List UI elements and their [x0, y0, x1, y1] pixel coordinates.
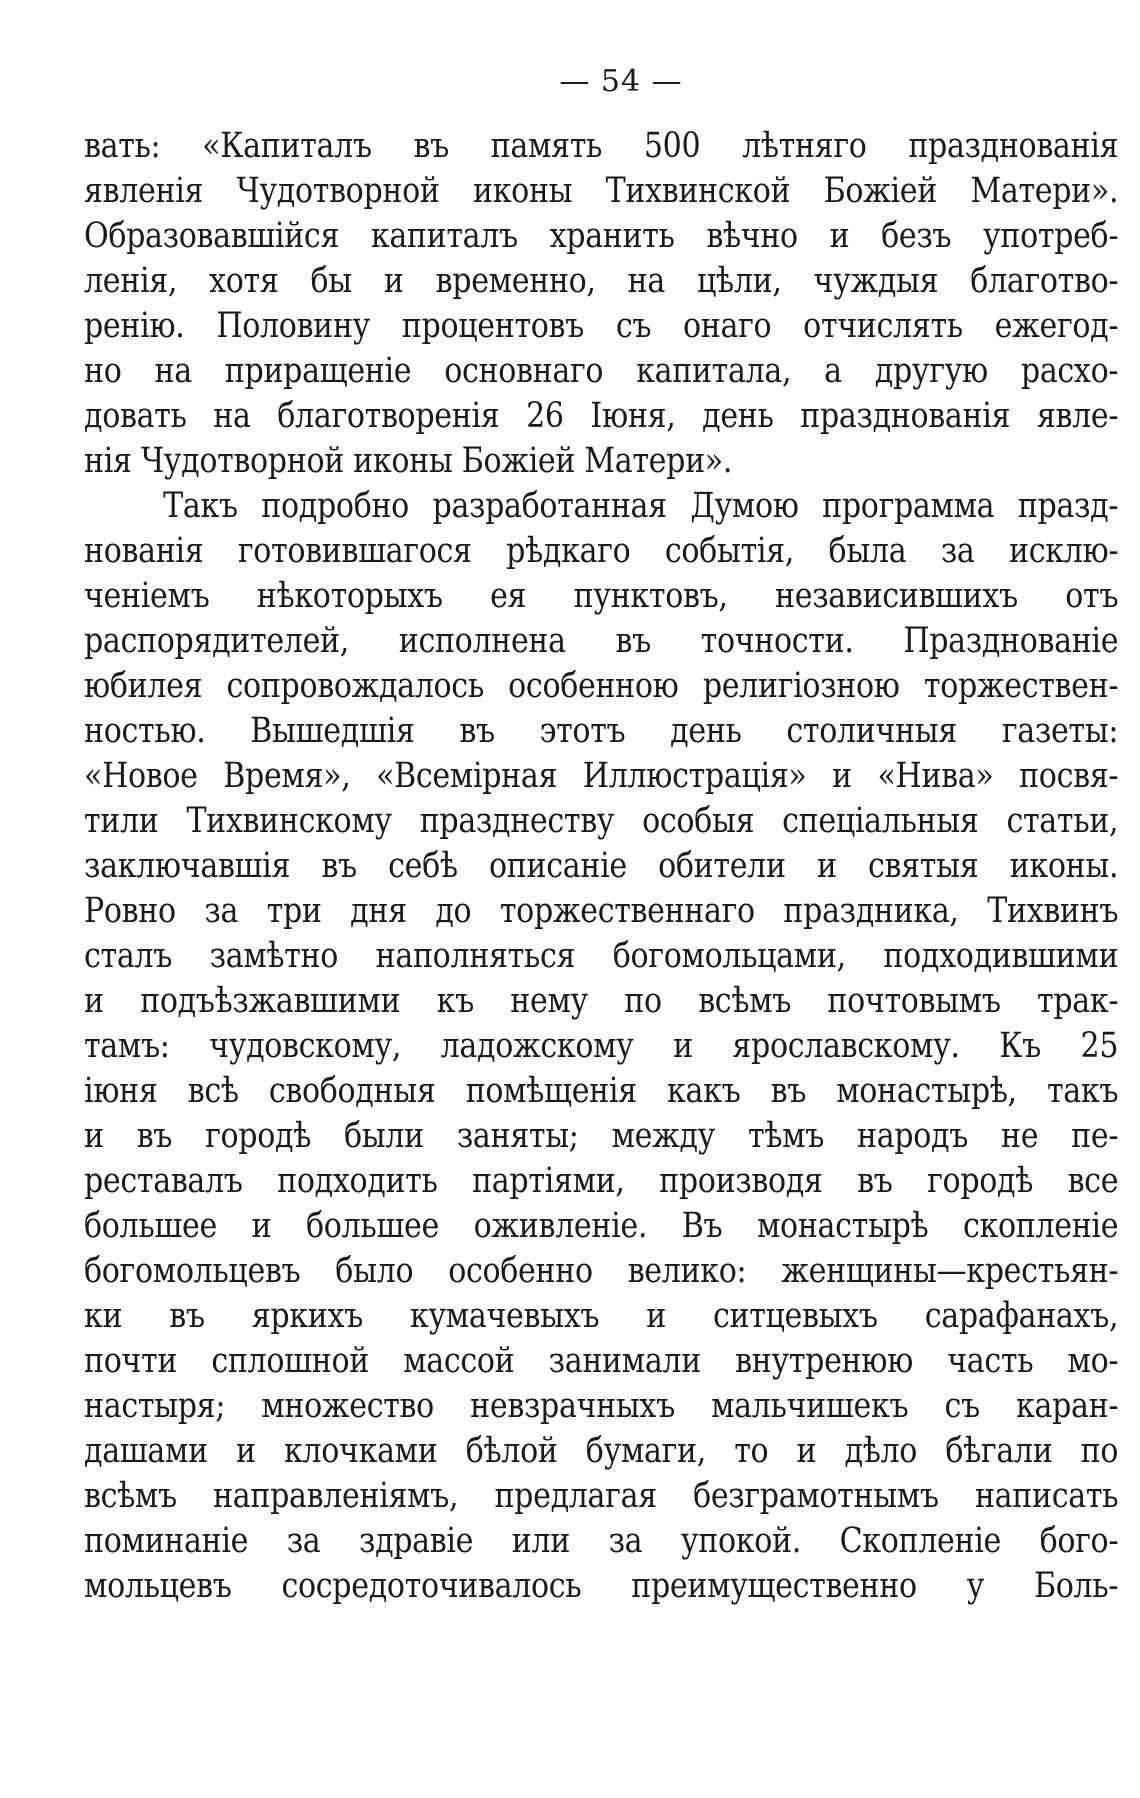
text-line: вать: «Капиталъ въ память 500 лѣтняго празднованія: [84, 126, 1119, 166]
text-line: іюня всѣ свободныя помѣщенія какъ въ монастырѣ, такъ: [84, 1071, 1119, 1111]
text-line: ленія, хотя бы и временно, на цѣли, чуждыя благотво-: [84, 261, 1119, 301]
text-line: тили Тихвинскому празднеству особыя спеціальныя статьи,: [84, 801, 1119, 841]
text-line: ченіемъ нѣкоторыхъ ея пунктовъ, независившихъ отъ: [84, 576, 1119, 616]
document-page: [84, 62, 1118, 1609]
text-line: Ровно за три дня до торжественнаго праздника, Тихвинъ: [84, 891, 1119, 931]
text-line: тамъ: чудовскому, ладожскому и ярославскому. Къ 25: [84, 1026, 1119, 1066]
text-line: реставалъ подходить партіями, производя въ городѣ все: [84, 1161, 1119, 1201]
page-number: — 54 —: [559, 64, 683, 99]
text-line: Такъ подробно разработанная Думою программа празд-: [163, 486, 1119, 526]
text-line: почти сплошной массой занимали внутренюю часть мо-: [84, 1341, 1119, 1381]
text-line: ренію. Половину процентовъ съ онаго отчислять ежегод-: [84, 306, 1119, 346]
text-line: сталъ замѣтно наполняться богомольцами, подходившими: [84, 936, 1119, 976]
text-line: заключавшія въ себѣ описаніе обители и святыя иконы.: [84, 846, 1119, 886]
text-line: настыря; множество невзрачныхъ мальчишекъ съ каран-: [84, 1386, 1119, 1426]
text-line: юбилея сопровождалось особенною религіозною торжествен-: [84, 666, 1119, 706]
text-line: и подъѣзжавшими къ нему по всѣмъ почтовымъ трак-: [84, 981, 1119, 1021]
text-line: дашами и клочками бѣлой бумаги, то и дѣло бѣгали по: [84, 1431, 1119, 1471]
text-line: мольцевъ сосредоточивалось преимущественно у Боль-: [84, 1566, 1119, 1606]
text-line: но на приращеніе основнаго капитала, а другую расхо-: [84, 351, 1119, 391]
text-line: распорядителей, исполнена въ точности. Празднованіе: [84, 621, 1119, 661]
text-line: ностью. Вышедшія въ этотъ день столичныя газеты:: [84, 711, 1119, 751]
text-line: богомольцевъ было особенно велико: женщины—крестьян-: [84, 1251, 1119, 1291]
text-line: и въ городѣ были заняты; между тѣмъ народъ не пе-: [84, 1116, 1119, 1156]
text-line: ки въ яркихъ кумачевыхъ и ситцевыхъ сарафанахъ,: [84, 1296, 1119, 1336]
text-line: всѣмъ направленіямъ, предлагая безграмотнымъ написать: [84, 1476, 1119, 1516]
text-line: нованія готовившагося рѣдкаго событія, была за исклю-: [84, 531, 1119, 571]
text-line: поминаніе за здравіе или за упокой. Скопленіе бого-: [84, 1521, 1119, 1561]
text-line: «Новое Время», «Всемірная Иллюстрація» и «Нива» посвя-: [84, 756, 1119, 796]
text-line: явленія Чудотворной иконы Тихвинской Божіей Матери».: [84, 171, 1119, 211]
text-line: довать на благотворенія 26 Іюня, день празднованія явле-: [84, 396, 1119, 436]
text-line: большее и большее оживленіе. Въ монастырѣ скопленіе: [84, 1206, 1119, 1246]
text-line: Образовавшійся капиталъ хранить вѣчно и безъ употреб-: [84, 216, 1119, 256]
text-line: нія Чудотворной иконы Божіей Матери».: [84, 441, 733, 481]
body-text: [84, 124, 1118, 1609]
